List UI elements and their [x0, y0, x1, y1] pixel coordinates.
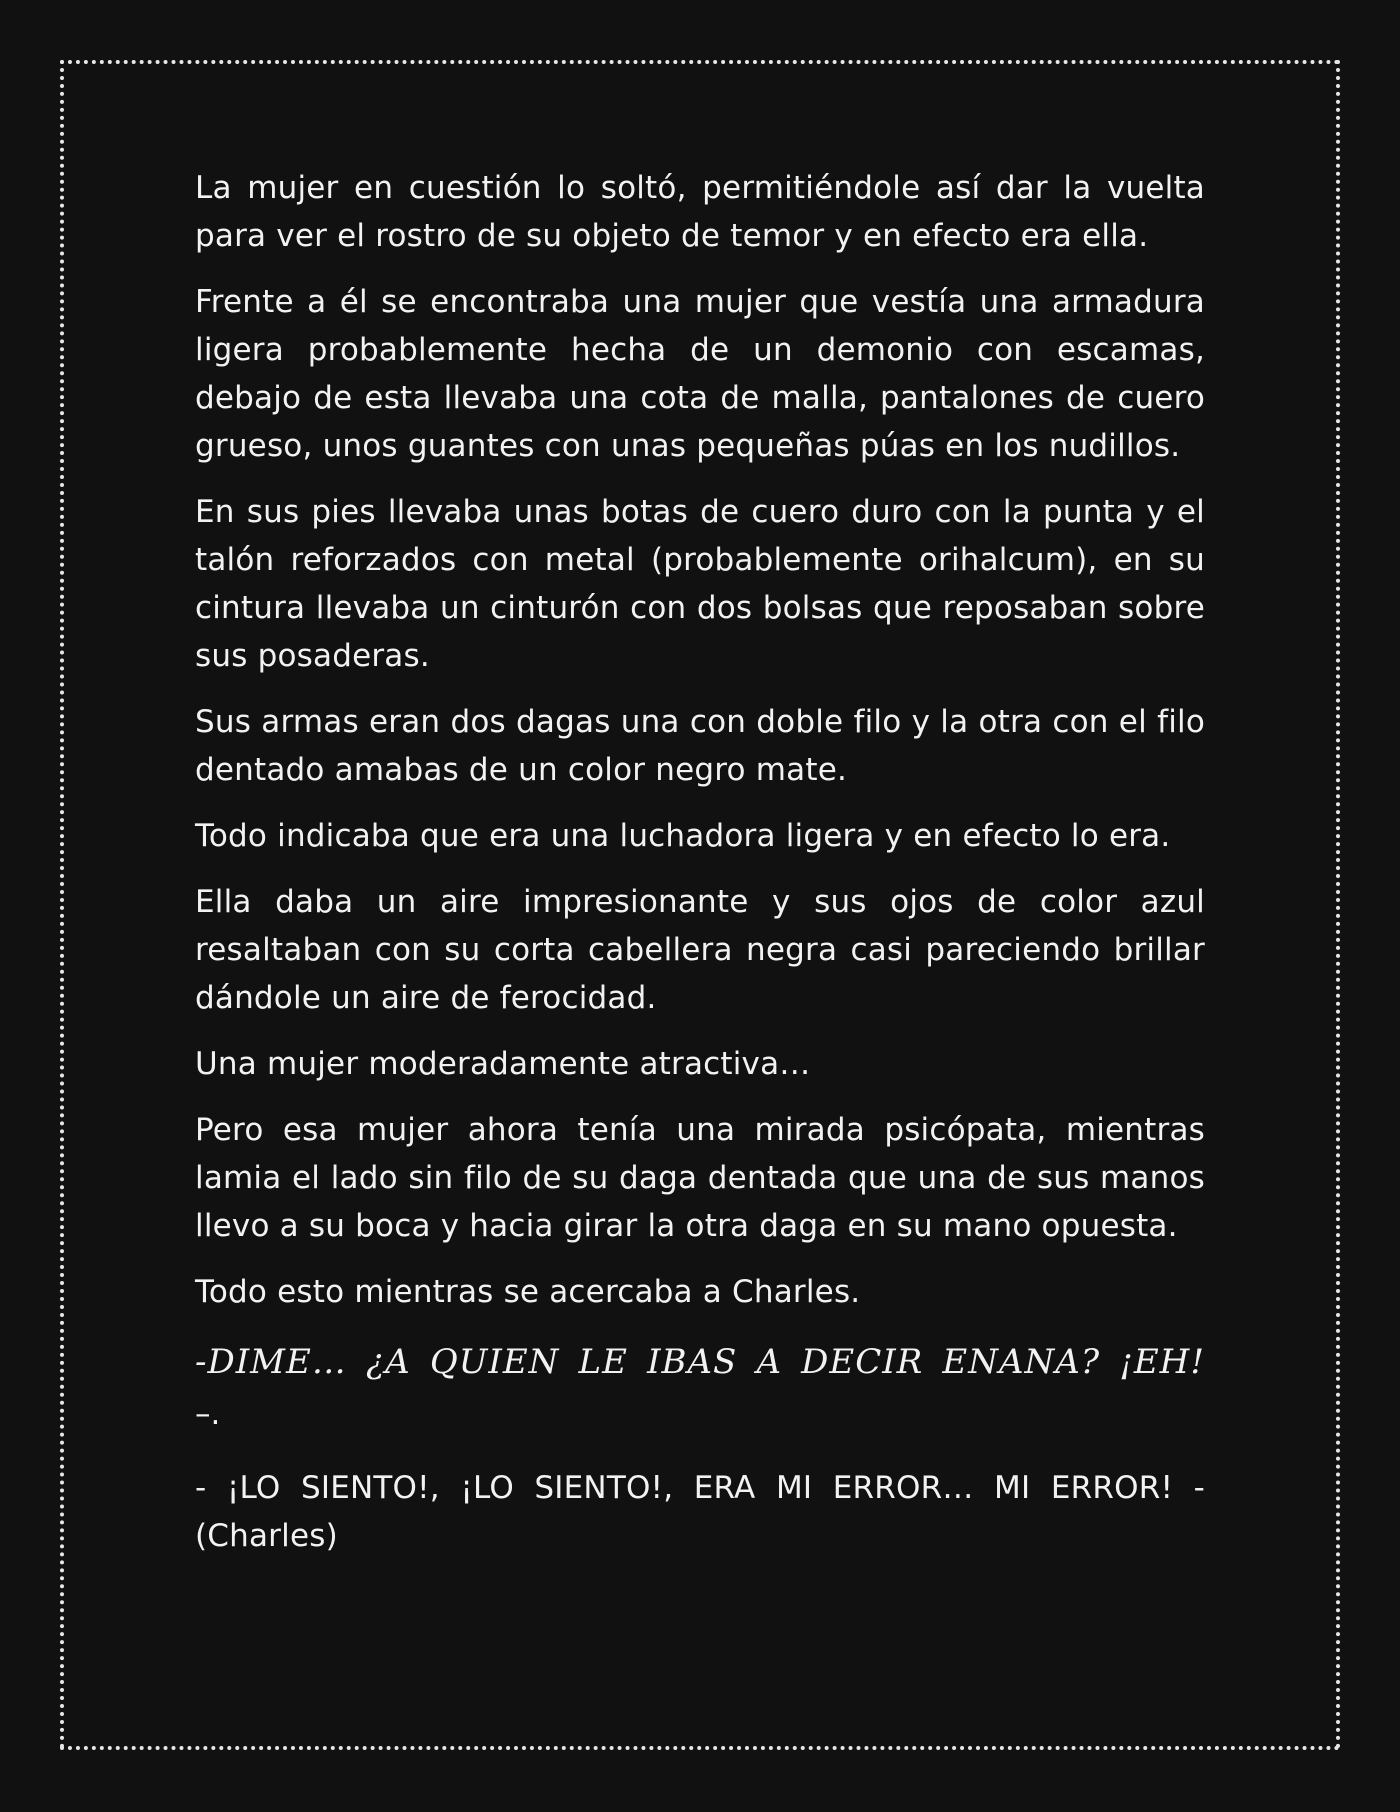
paragraph-2: Frente a él se encontraba una mujer que vestía una armadura ligera probablemente hecha de un demonio con escamas, debajo de esta llevaba una cota de malla, pantalones de cuero grueso, unos guantes con unas pequeñas púas en los nudillos.	[195, 284, 1205, 464]
paragraph-6: Ella daba un aire impresionante y sus ojos de color azul resaltaban con su corta cabellera negra casi pareciendo brillar dándole un aire de ferocidad.	[195, 884, 1205, 1016]
paragraph-1: La mujer en cuestión lo soltó, permitiéndole así dar la vuelta para ver el rostro de su objeto de temor y en efecto era ella.	[195, 170, 1205, 254]
paragraph-3: En sus pies llevaba unas botas de cuero duro con la punta y el talón reforzados con metal (probablemente orihalcum), en su cintura llevaba un cinturón con dos bolsas que reposaban sobre sus posaderas.	[195, 494, 1205, 674]
shout-dialogue: -DIME… ¿A QUIEN LE IBAS A DECIR ENANA? ¡EH!	[195, 1342, 1205, 1382]
shout-dialogue-tail: –.	[195, 1396, 221, 1432]
document-body	[195, 164, 1205, 1578]
paragraph-9: Todo esto mientras se acercaba a Charles.	[195, 1274, 861, 1310]
apology-dialogue: - ¡LO SIENTO!, ¡LO SIENTO!, ERA MI ERROR… MI ERROR! -(Charles)	[195, 1470, 1205, 1554]
paragraph-5: Todo indicaba que era una luchadora ligera y en efecto lo era.	[195, 818, 1171, 854]
paragraph-7: Una mujer moderadamente atractiva…	[195, 1046, 811, 1082]
paragraph-4: Sus armas eran dos dagas una con doble filo y la otra con el filo dentado amabas de un color negro mate.	[195, 704, 1205, 788]
paragraph-8: Pero esa mujer ahora tenía una mirada psicópata, mientras lamia el lado sin filo de su daga dentada que una de sus manos llevo a su boca y hacia girar la otra daga en su mano opuesta.	[195, 1112, 1205, 1244]
